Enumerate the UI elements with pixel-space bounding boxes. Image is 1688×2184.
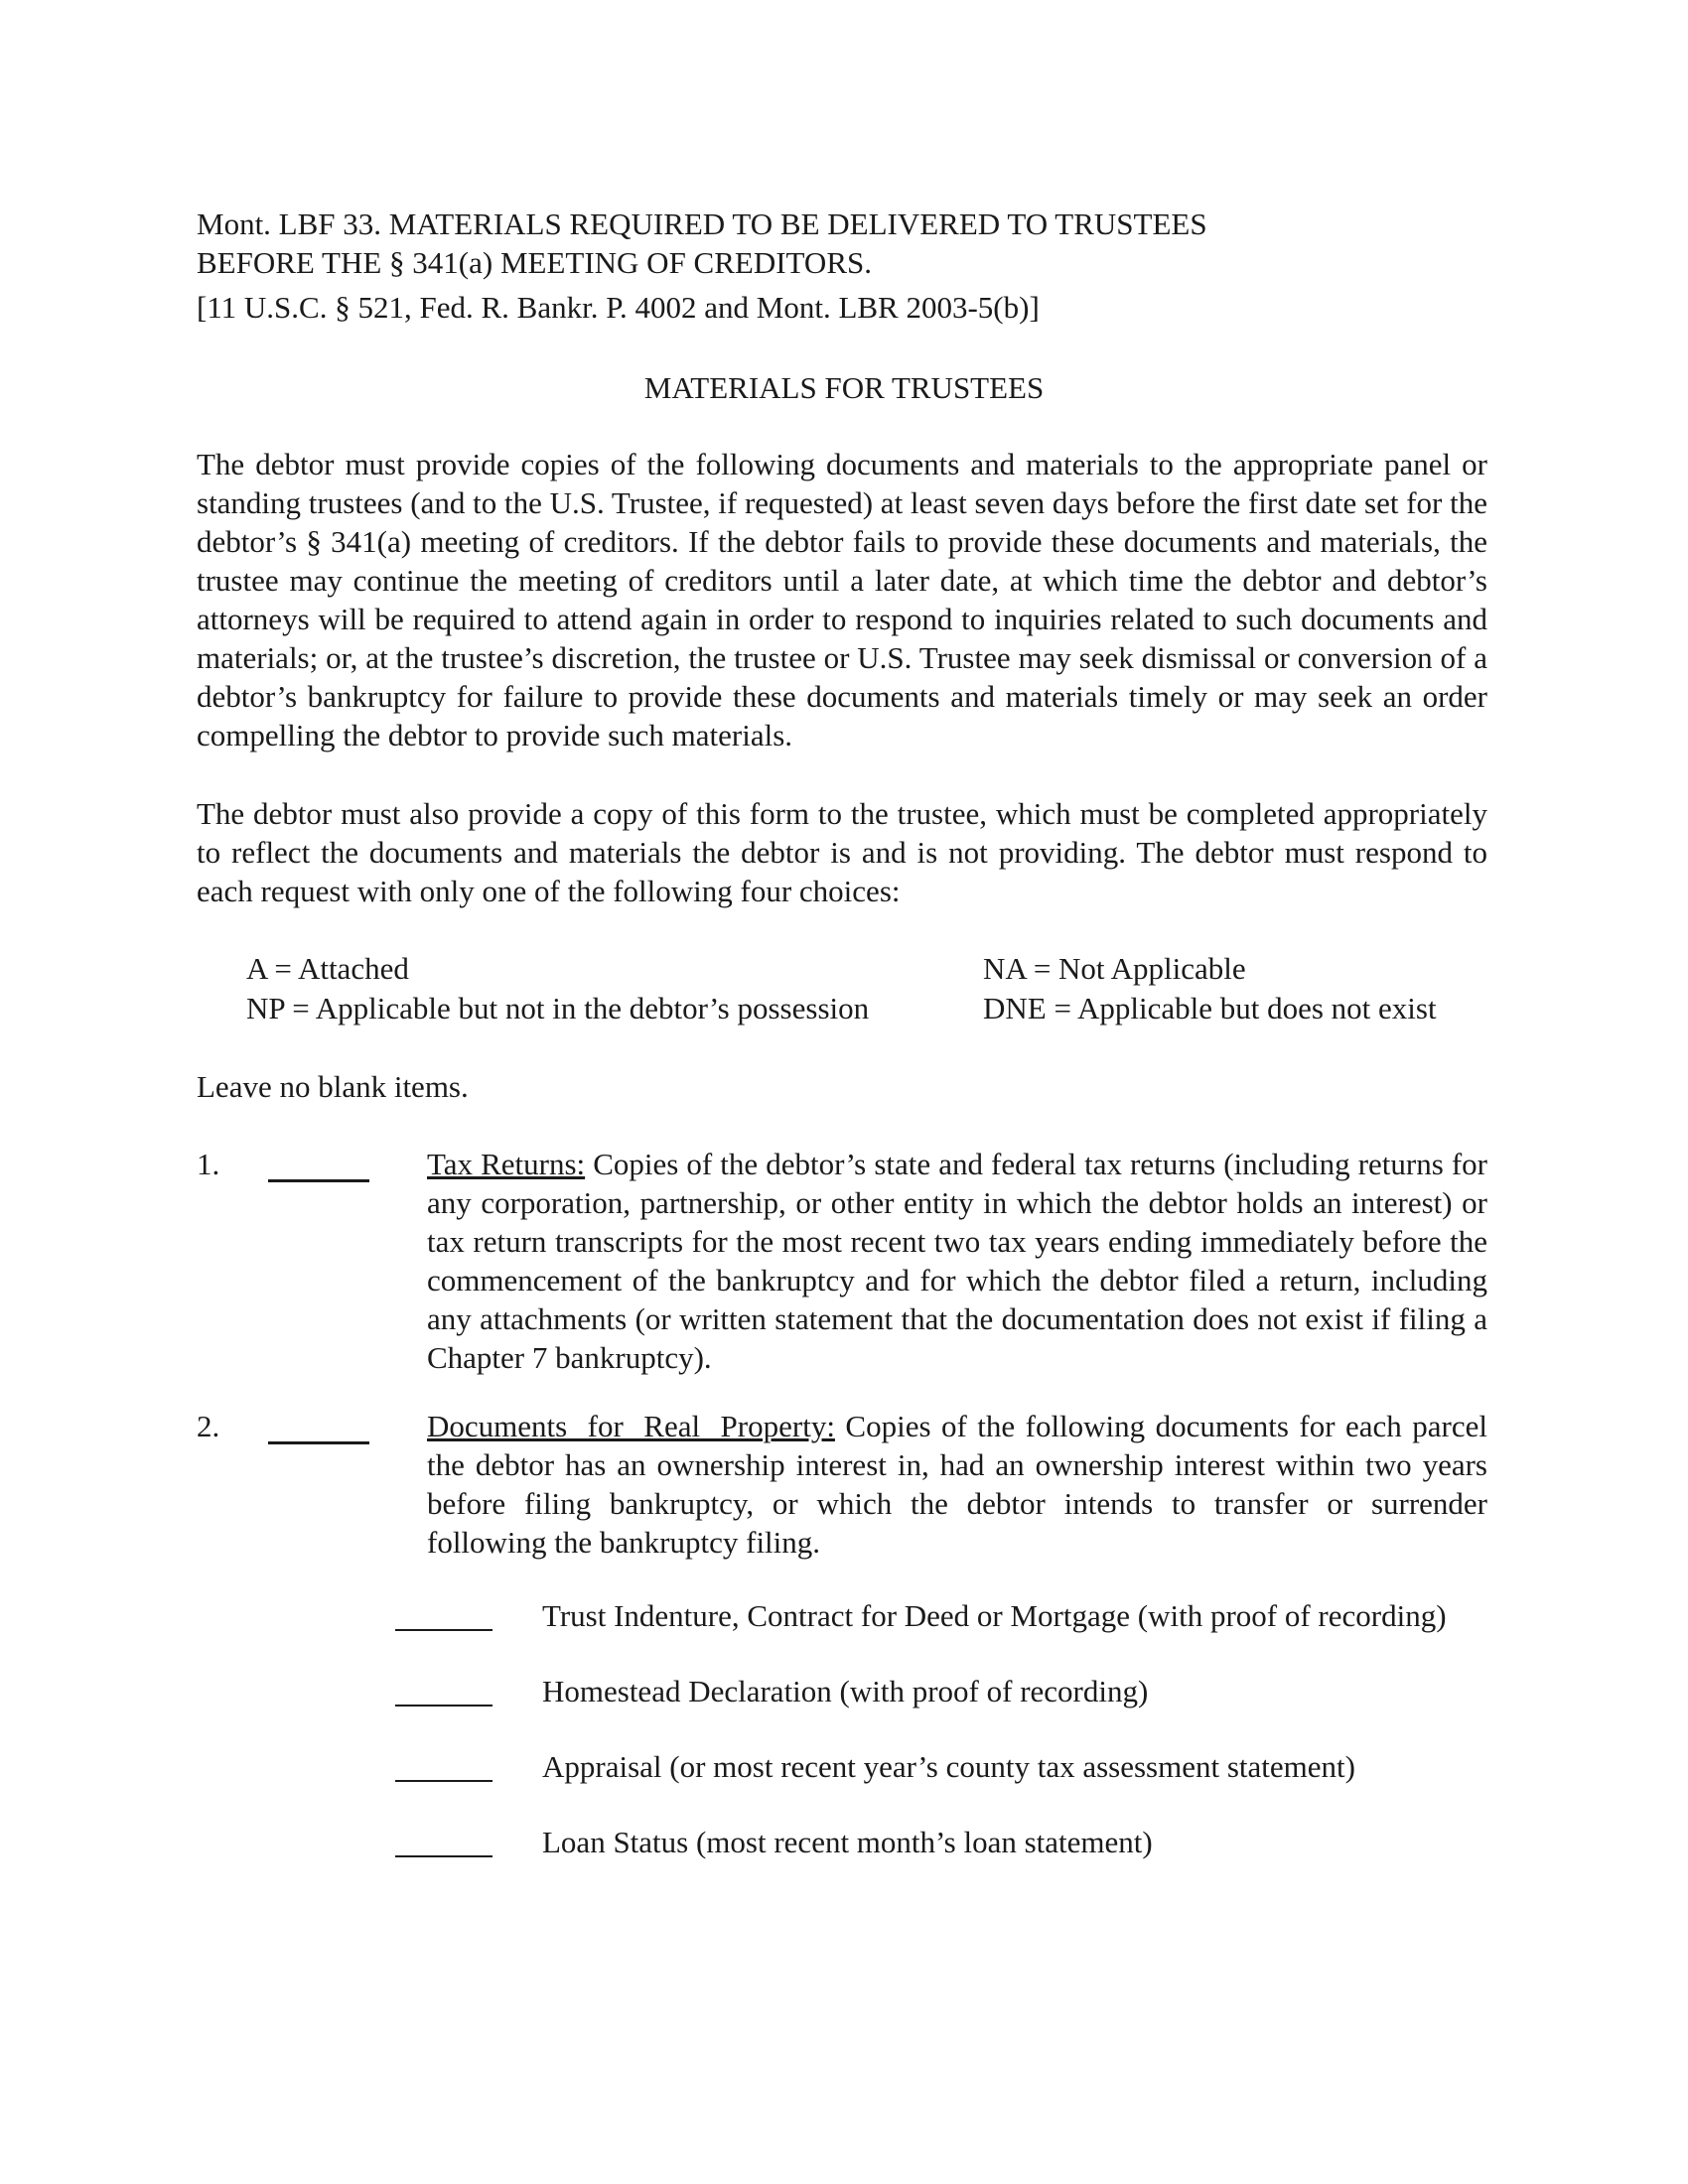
subitem-response-blank[interactable] xyxy=(395,1780,492,1782)
item-2-heading: Documents for Real Property: xyxy=(427,1409,835,1443)
choice-not-in-possession: NP = Applicable but not in the debtor’s possession xyxy=(246,991,870,1025)
subitem-homestead-declaration: Homestead Declaration (with proof of recording) xyxy=(542,1674,1149,1708)
item-number: 1. xyxy=(197,1147,220,1181)
leave-no-blank-note: Leave no blank items. xyxy=(197,1069,469,1104)
instruction-paragraph: The debtor must also provide a copy of this form to the trustee, which must be completed appropriately to reflect the documents and materials the debtor is and is not providing. The debtor must respond to each request with only one of the following four choices: xyxy=(197,796,1487,908)
item-1-response-blank[interactable] xyxy=(268,1179,369,1182)
item-1-body xyxy=(427,1145,1487,1377)
item-1-text: Copies of the debtor’s state and federal tax returns (including returns for any corporation, partnership, or other entity in which the debtor holds an interest) or tax return transcripts for the most recent two tax years ending immediately before the commencement of the bankruptcy and for which the debtor filed a return, including any attachments (or written statement that the documentation does not exist if filing a Chapter 7 bankruptcy). xyxy=(427,1147,1487,1375)
subitem-response-blank[interactable] xyxy=(395,1855,492,1857)
statutory-citation: [11 U.S.C. § 521, Fed. R. Bankr. P. 4002 and Mont. LBR 2003-5(b)] xyxy=(197,290,1040,325)
item-2-response-blank[interactable] xyxy=(268,1441,369,1444)
subitem-trust-indenture: Trust Indenture, Contract for Deed or Mortgage (with proof of recording) xyxy=(542,1598,1447,1633)
subitem-response-blank[interactable] xyxy=(395,1705,492,1706)
item-2-text: Copies of the following documents for each parcel the debtor has an ownership interest in, had an ownership interest within two years before filing bankruptcy, or which the debtor intends to transfer or surrender following the bankruptcy filing. xyxy=(427,1409,1487,1560)
item-2-body xyxy=(427,1407,1487,1562)
section-title: MATERIALS FOR TRUSTEES xyxy=(643,370,1045,405)
subitem-loan-status: Loan Status (most recent month’s loan statement) xyxy=(542,1825,1153,1859)
form-title-line-1: Mont. LBF 33. MATERIALS REQUIRED TO BE DELIVERED TO TRUSTEES xyxy=(197,206,1207,241)
subitem-appraisal: Appraisal (or most recent year’s county tax assessment statement) xyxy=(542,1749,1355,1784)
item-number: 2. xyxy=(197,1409,220,1443)
choice-not-applicable: NA = Not Applicable xyxy=(983,951,1246,986)
choice-attached: A = Attached xyxy=(246,951,409,986)
item-1-heading: Tax Returns: xyxy=(427,1147,586,1181)
form-header xyxy=(197,205,1487,327)
subitem-response-blank[interactable] xyxy=(395,1629,492,1631)
form-title-line-2: BEFORE THE § 341(a) MEETING OF CREDITORS. xyxy=(197,245,872,280)
intro-paragraph: The debtor must provide copies of the following documents and materials to the appropriate panel or standing trustees (and to the U.S. Trustee, if requested) at least seven days before the first date set for the debtor’s § 341(a) meeting of creditors. If the debtor fails to provide these documents and materials, the trustee may continue the meeting of creditors until a later date, at which time the debtor and debtor’s attorneys will be required to attend again in order to respond to inquiries related to such documents and materials; or, at the trustee’s discretion, the trustee or U.S. Trustee may seek dismissal or conversion of a debtor’s bankruptcy for failure to provide these documents and materials timely or may seek an order compelling the debtor to provide such materials. xyxy=(197,447,1487,752)
choice-does-not-exist: DNE = Applicable but does not exist xyxy=(983,991,1437,1025)
